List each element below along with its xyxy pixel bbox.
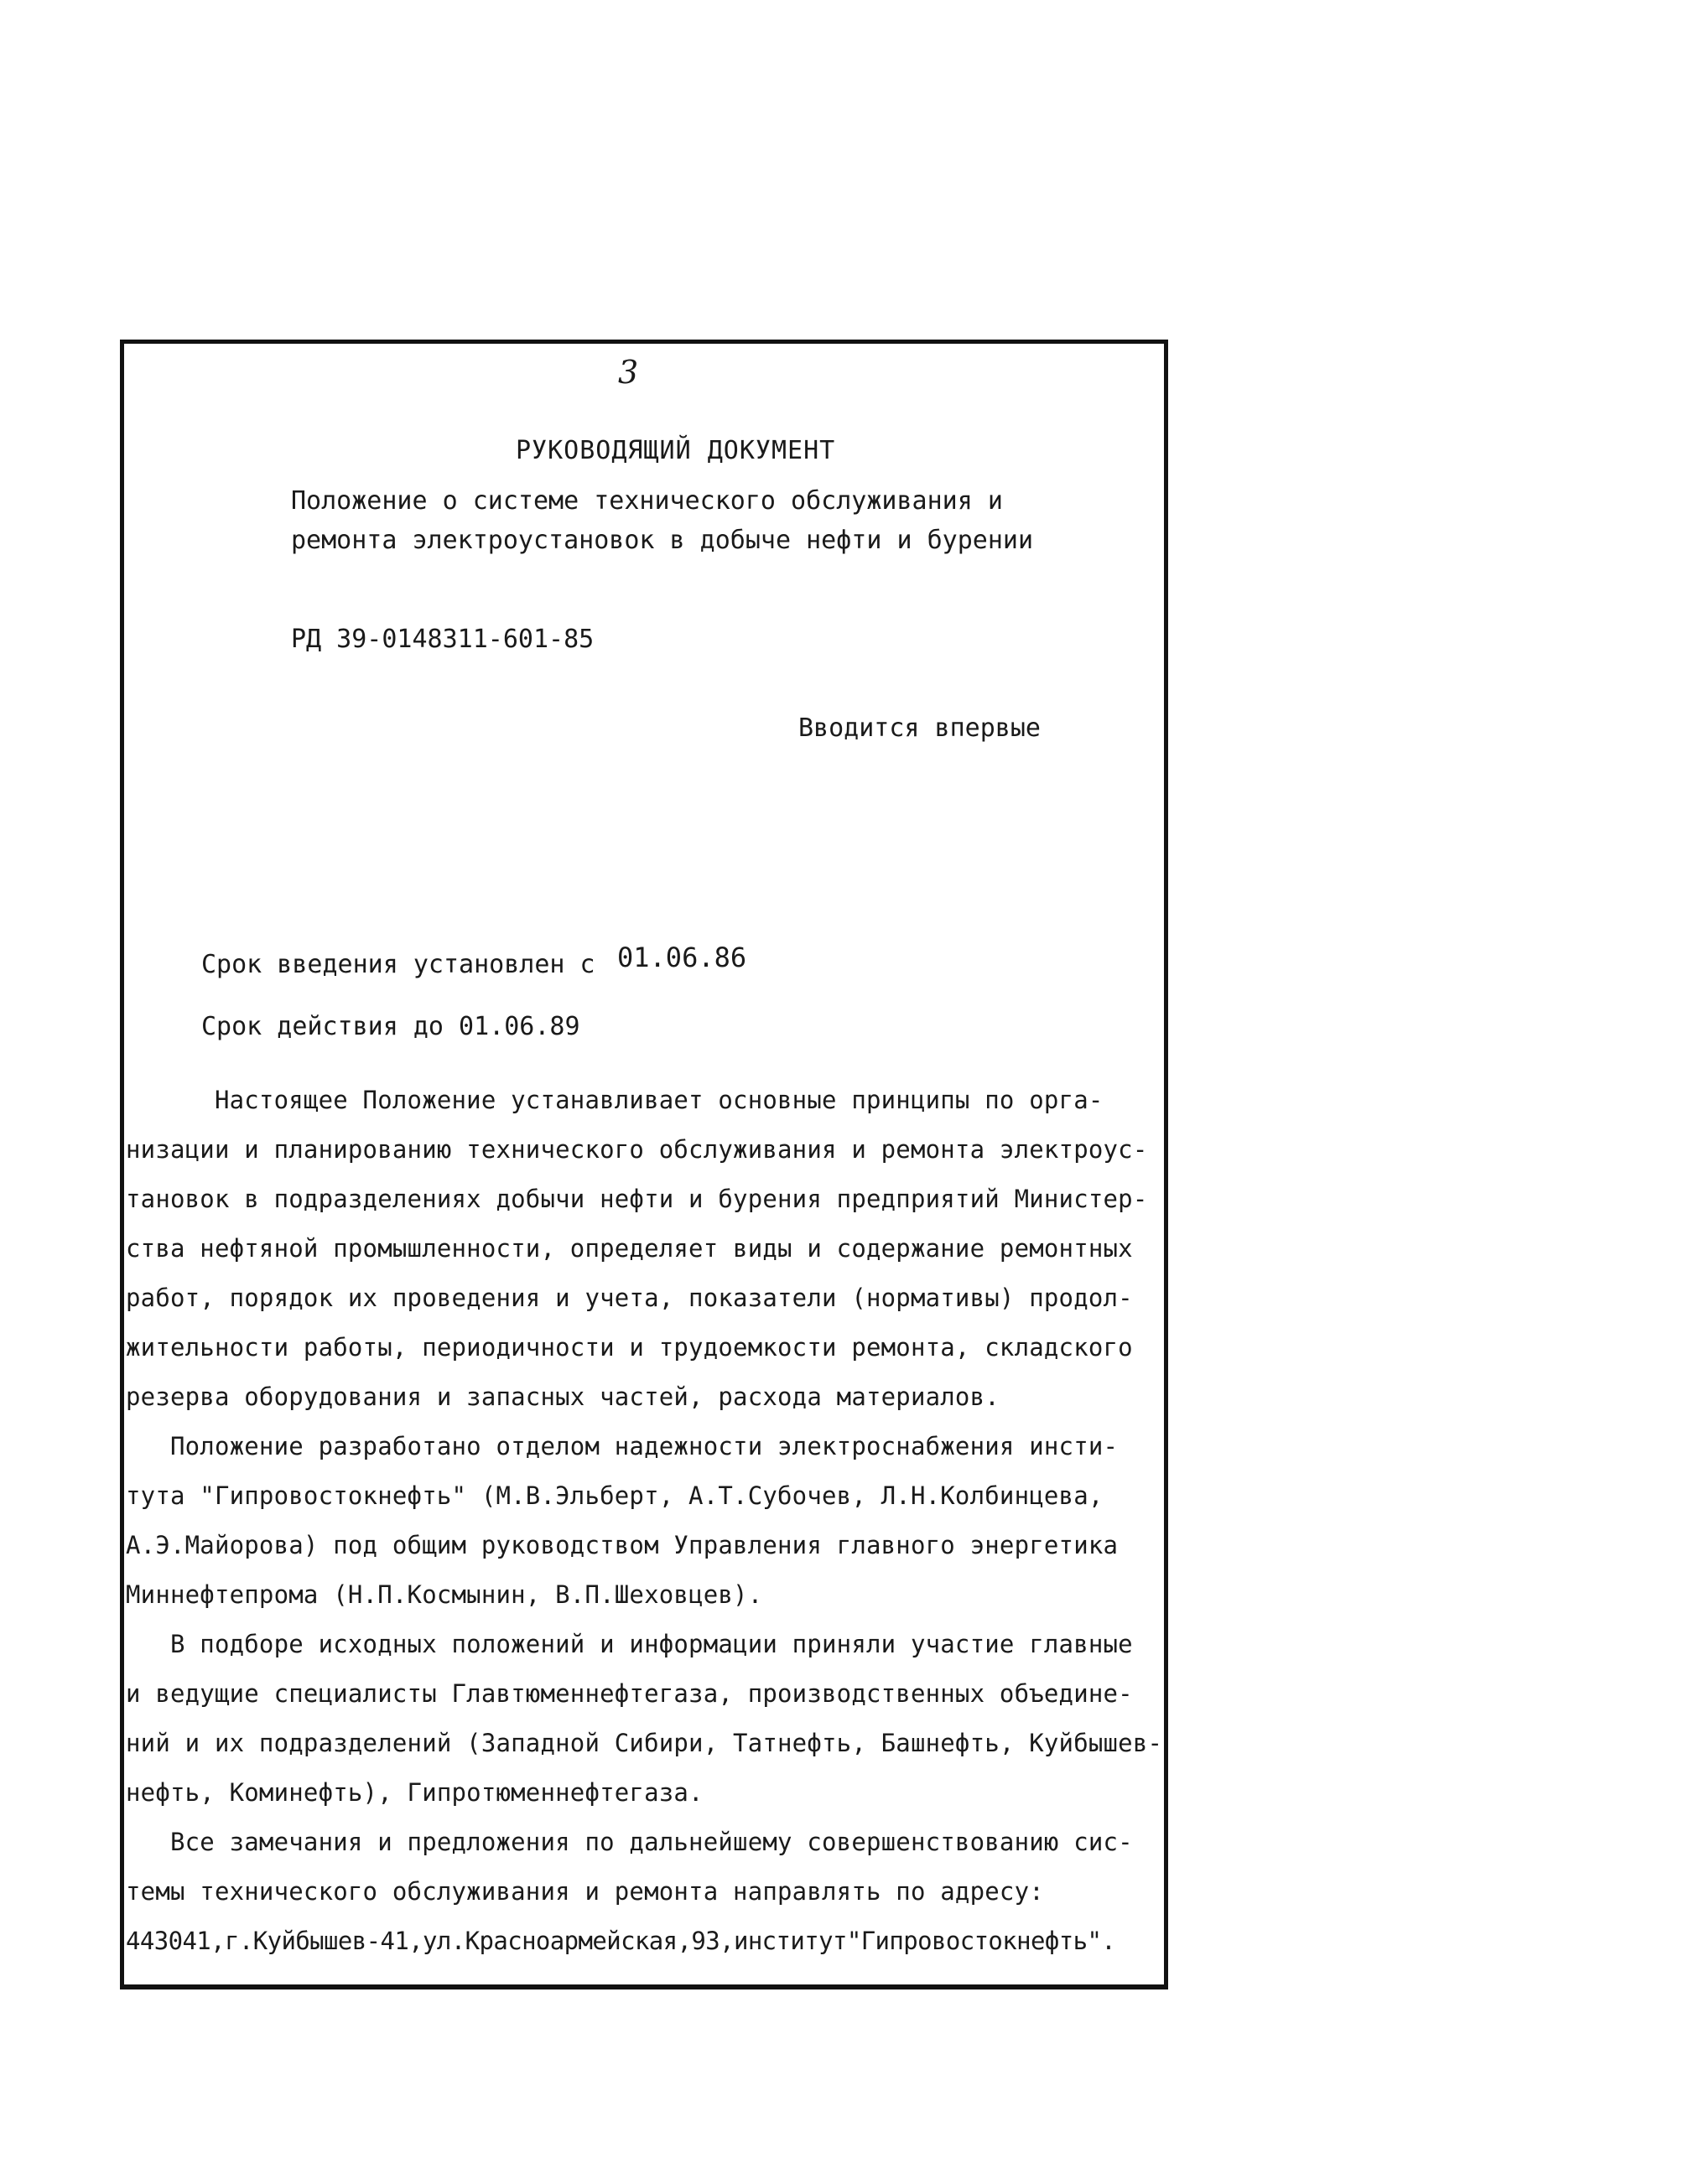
body-text-line: Положение разработано отделом надежности электроснабжения инсти- (126, 1432, 1119, 1460)
introduction-note: Вводится впервые (798, 713, 1041, 743)
document-title-line: Положение о системе технического обслуживания и (291, 486, 1003, 516)
body-text-line: жительности работы, периодичности и трудоемкости ремонта, складского (126, 1333, 1133, 1362)
body-text-line: резерва оборудования и запасных частей, расхода материалов. (126, 1383, 1000, 1411)
body-text-line: Все замечания и предложения по дальнейшему совершенствованию сис- (126, 1828, 1133, 1856)
body-text-line: и ведущие специалисты Главтюменнефтегаза, производственных объедине- (126, 1679, 1133, 1708)
body-text-line: темы технического обслуживания и ремонта направлять по адресу: (126, 1877, 1044, 1906)
body-text-line: тута "Гипровостокнефть" (М.В.Эльберт, А.Т.Субочев, Л.Н.Колбинцева, (126, 1481, 1104, 1510)
body-text-line: Настоящее Положение устанавливает основные принципы по орга- (126, 1086, 1104, 1114)
validity-period: Срок действия до 01.06.89 (201, 1012, 580, 1041)
introduction-date-label: Срок введения установлен с (201, 950, 595, 979)
body-text-line: В подборе исходных положений и информации приняли участие главные (126, 1630, 1133, 1658)
document-type-heading: РУКОВОДЯЩИЙ ДОКУМЕНТ (516, 436, 836, 465)
document-code: РД 39-0148311-601-85 (291, 625, 595, 654)
body-text-line: ний и их подразделений (Западной Сибири, Татнефть, Башнефть, Куйбышев- (126, 1729, 1163, 1757)
body-text-line: низации и планированию технического обслуживания и ремонта электроус- (126, 1135, 1148, 1164)
body-text-line: ства нефтяной промышленности, определяет виды и содержание ремонтных (126, 1234, 1133, 1263)
body-text-line: работ, порядок их проведения и учета, показатели (нормативы) продол- (126, 1284, 1133, 1312)
introduction-date: 01.06.86 (617, 942, 747, 973)
body-text-line: А.Э.Майорова) под общим руководством Управления главного энергетика (126, 1531, 1119, 1559)
body-text-line: тановок в подразделениях добычи нефти и бурения предприятий Министер- (126, 1185, 1148, 1213)
body-text-line: 443041,г.Куйбышев-41,ул.Красноармейская,93,институт"Гипровостокнефть". (126, 1927, 1116, 1955)
page-number: 3 (618, 354, 639, 391)
document-title-line: ремонта электроустановок в добыче нефти и бурении (291, 526, 1034, 555)
body-text-line: нефть, Коминефть), Гипротюменнефтегаза. (126, 1778, 704, 1807)
body-text-line: Миннефтепрома (Н.П.Космынин, В.П.Шеховцев). (126, 1580, 763, 1609)
